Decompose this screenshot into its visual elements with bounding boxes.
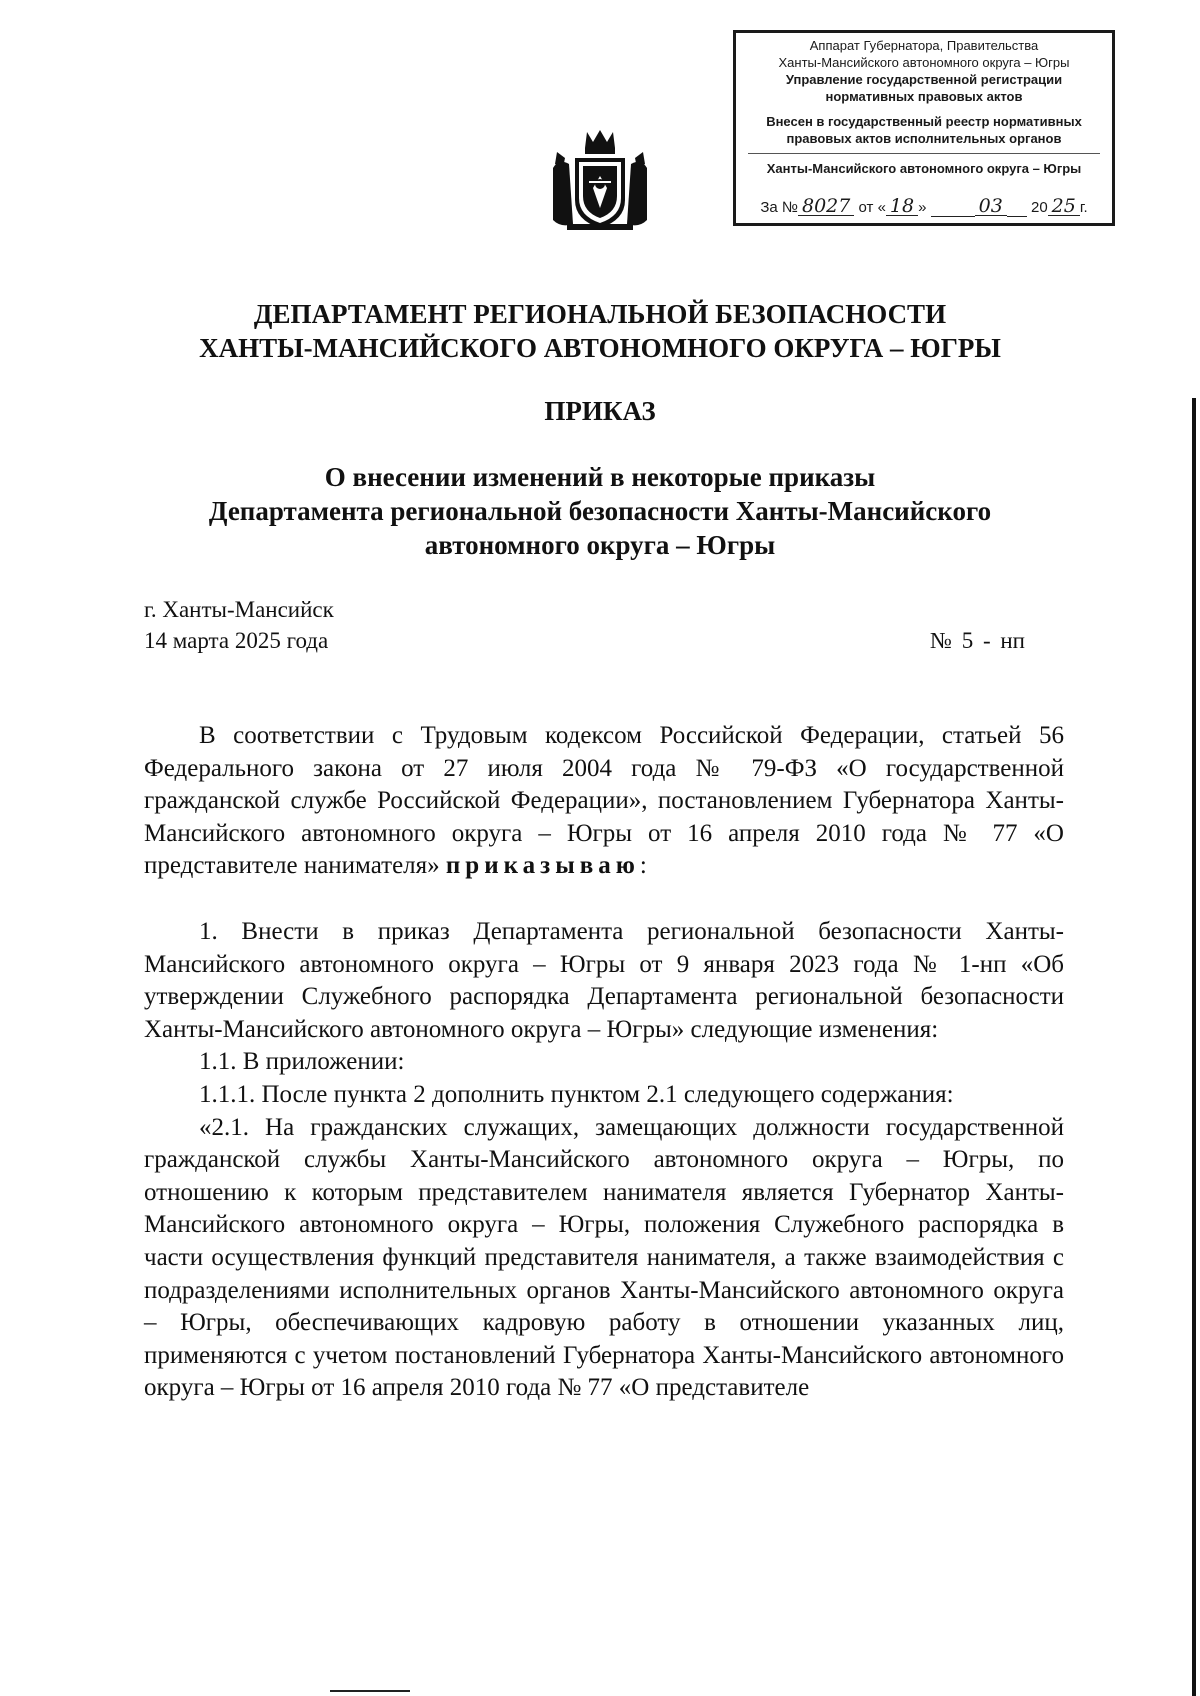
item-1-1: 1.1. В приложении: [199, 1048, 405, 1076]
stamp-reg-year-prefix: 20 [1030, 199, 1048, 216]
stamp-reg-from: от « [858, 199, 886, 216]
stamp-line: Ханты-Мансийского автономного округа – Югры [778, 55, 1070, 70]
coat-of-arms-icon [549, 128, 651, 232]
document-number: № 5 - нп [930, 628, 1025, 653]
document-body [144, 720, 1064, 1405]
department-line: ХАНТЫ-МАНСИЙСКОГО АВТОНОМНОГО ОКРУГА – ЮГРЫ [199, 333, 1001, 363]
stamp-line: Внесен в государственный реестр нормативных [766, 114, 1082, 129]
department-heading [0, 297, 1200, 365]
stamp-line: нормативных правовых актов [825, 89, 1023, 104]
stamp-reg-prefix: За № [760, 199, 798, 216]
order-word: приказываю [445, 852, 640, 880]
subject-line: Департамента региональной безопасности Ханты-Мансийского [208, 496, 992, 526]
item-1: 1. Внести в приказ Департамента региональной безопасности Ханты-Мансийского автономного округа – Югры от 9 января 2023 года № 1-нп «Об утверждении Служебного распорядка Департамента региональной безопасности Ханты-Мансийского автономного округа – Югры» следующие изменения: [144, 917, 1064, 1043]
stamp-reg-number: 8027 [798, 197, 854, 216]
item-1-1-1: 1.1.1. После пункта 2 дополнить пунктом 2.1 следующего содержания: [199, 1080, 954, 1108]
stamp-reg-close: » [918, 199, 927, 216]
order-colon: : [639, 852, 647, 880]
subject-line: О внесении изменений в некоторые приказы [324, 462, 876, 492]
stamp-registration-number [736, 197, 1112, 217]
stamp-reg-suffix: г. [1079, 199, 1088, 216]
stamp-line: правовых актов исполнительных органов [786, 131, 1062, 146]
scan-edge-line [1192, 398, 1196, 1696]
document-type-heading: ПРИКАЗ [544, 396, 656, 426]
stamp-line: Управление государственной регистрации [785, 72, 1063, 87]
preamble-paragraph [144, 720, 1064, 883]
registration-stamp [733, 30, 1115, 226]
document-place: г. Ханты-Мансийск [144, 597, 334, 622]
item-2-1: «2.1. На гражданских служащих, замещающих должности государственной гражданской службы Ханты-Мансийского автономного округа – Югры, по отношению к которым представителем нанимателя является Губернатор Ханты-Мансийского автономного округа – Югры, положения Служебного распорядка в части осуществления функций представителя нанимателя, а также взаимодействия с подразделениями исполнительных органов Ханты-Мансийского автономного округа – Югры, обеспечивающих кадровую работу в отношении указанных лиц, применяются с учетом постановлений Губернатора Ханты-Мансийского автономного округа – Югры от 16 апреля 2010 года № 77 «О представителе [144, 1113, 1064, 1402]
preamble-text: В соответствии с Трудовым кодексом Российской Федерации, статьей 56 Федерального закона от 27 июля 2004 года № 79-ФЗ «О государственной гражданской службе Российской Федерации», постановлением Губернатора Ханты-Мансийского автономного округа – Югры от 16 апреля 2010 года № 77 «О представителе нанимателя» [144, 722, 1064, 880]
stamp-reg-day: 18 [886, 197, 918, 216]
stamp-line: Аппарат Губернатора, Правительства [809, 38, 1039, 53]
subject-line: автономного округа – Югры [424, 530, 776, 560]
footer-rule [330, 1690, 410, 1692]
stamp-line: Ханты-Мансийского автономного округа – Югры [766, 161, 1082, 176]
document-date: 14 марта 2025 года [144, 628, 329, 653]
department-line: ДЕПАРТАМЕНТ РЕГИОНАЛЬНОЙ БЕЗОПАСНОСТИ [253, 299, 947, 329]
stamp-reg-year: 25 [1048, 197, 1080, 216]
stamp-reg-month: 03 [975, 197, 1007, 216]
document-subject [0, 460, 1200, 562]
